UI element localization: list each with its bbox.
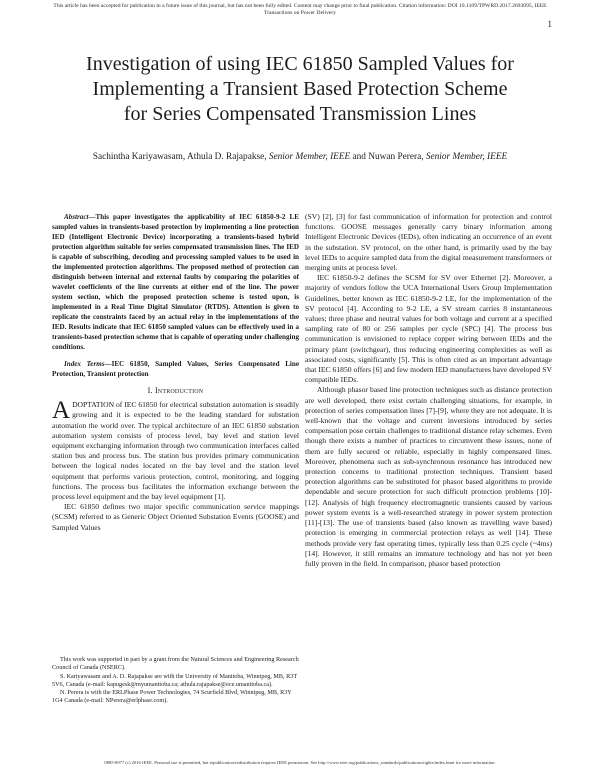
section-heading-text: Introduction (154, 386, 204, 395)
body-paragraph-1: (SV) [2], [3] for fast communication of information for protection and control functions. GOOSE messages generally carry binary information among Intelligent Electronic Devices (IEDs), often indicating an occurrence of an event in the substation. SV protocol, on the other hand, is primarily used by the bay level IEDs to acquire sampled data from the digital measurement transformers or merging units at process level. (305, 212, 552, 273)
author-list (80, 151, 520, 163)
index-terms-label: Index Terms (64, 360, 105, 368)
intro-paragraph-2: IEC 61850 defines two major specific communication service mappings (SCSM) referred to as Generic Object Oriented Substation Events (GOOSE) and Sampled Values (52, 502, 299, 532)
body-paragraph-2: IEC 61850-9-2 defines the SCSM for SV over Ethernet [2]. Moreover, a majority of vendors follow the UCA International Users Group Implementation Guidelines, better known as IEC 61850-9-2 LE, for the implementation of the SV protocol [4]. According to 9-2 LE, a SV stream carries 8 instantaneous values; three phase and neutral values for both voltage and current at a specified sampling rate of 80 or 256 samples per cycle (SPC) [4]. The process bus communication is envisioned to replace copper wiring between IEDs and the primary plant (switchgear), thus reducing engineering complexities as well as associated costs, significantly [5]. This is often cited as an important advantage that IEC 61850 offers [6] and few modern IED manufactures have developed SV compatible IEDs. (305, 273, 552, 385)
copyright-footer: 0885-8977 (c) 2016 IEEE. Personal use is permitted, but republication/redistribution requires IEEE permission. See http://www.ieee.org/publications_standards/publications/rights/index.html for more information. (104, 760, 496, 765)
author-names-1: Sachintha Kariyawasam, Athula D. Rajapakse, (92, 152, 267, 162)
index-terms (52, 359, 299, 379)
title-line3: for Series Compensated Transmission Lines (123, 103, 477, 125)
page-number: 1 (547, 19, 552, 29)
paper-title (30, 52, 570, 127)
footnote-affiliation-1: S. Kariyawasam and A. D. Rajapakse are with the University of Manitoba, Winnipeg, MB, R3T 5V6, Canada (e-mail: kapugesk@myumanitoba.ca; athula.rajapakse@ece.umanitoba.ca). (52, 672, 298, 688)
title-line2: Implementing a Transient Based Protection Scheme (92, 78, 508, 100)
author-names-2: and Nuwan Perera, (352, 152, 424, 162)
body-paragraph-3: Although phasor based line protection techniques such as distance protection are well developed, there exist certain challenging situations, for example, in protection of series compensation lines [7]-[9], where they are not adequate. It is well-known that the voltage and current inversions introduced by series compensation pose certain challenges to traditional distance relay schemes. Even though there exists a number of practices to circumvent these issues, none of them are fully secured or reliable, especially in highly compensated lines. Moreover, phenomena such as sub-synchronous resonance has introduced new protection concerns to traditional protection techniques. Transient based protection algorithms can be substituted for phasor based algorithms to provide dependable and secure protection for such difficult protection problems [10]-[12]. Analysis of high frequency electromagnetic transients caused by various power system events is a well-researched strategy in power system protection [11]-[13]. The use of transients based (also known as travelling wave based) protection is emerging in commercial protection relays as well [14]. These methods provide very fast operating times, typically less than 0.25 cycle (~4ms) [14]. However, it still remains an immature technology and has not yet been fully proven in the field. In comparison, phasor based protection (305, 385, 552, 568)
abstract-text: —This paper investigates the applicability of IEC 61850-9-2 LE sampled values in transients-based protection by implementing a line protection IED (Intelligent Electronic Device) incorporating a transients-based hybrid protection algorithm suitable for series compensated transmission lines. The IED is capable of subscribing, decoding and processing sampled values to be used in the implemented protection algorithms. The proposed method of protection can distinguish between internal and external faults by comparing the polarities of wavelet coefficients of the line currents at either end of the line. The power system section, which the proposed protection scheme is tested upon, is implemented in a Real Time Digital Simulator (RTDS). Attention is given to replicate the constraints faced by an actual relay in the implementations of the IED. Results indicate that IEC 61850 sampled values can be effectively used in a transients-based protection scheme that is capable of operating under challenging conditions. (52, 213, 299, 351)
intro-paragraph-1-text: DOPTATION of IEC 61850 for electrical substation automation is steadily growing and it is expected to be the leading standard for substation automation the world over. The typical architecture of an IEC 61850 substation automation system consists of process level, bay level and station level equipment exchanging information through two communication interfaces called station bus and process bus. The station bus provides primary communication between the logical nodes located on the bay level and the station level equipment that performs various protection, control, monitoring, and logging functions. The process bus facilitates the information exchange between the process level equipment and the bay level equipment [1]. (52, 400, 300, 502)
abstract (52, 212, 299, 352)
footnote-affiliation-2: N. Perera is with the ERLPhase Power Technologies, 74 Scurfield Blvd, Winnipeg, MB, R3Y 1G4 Canada (e-mail: NPerera@erlphase.com). (52, 689, 292, 705)
footnote-funding: This work was supported in part by a grant from the Natural Sciences and Engineering Research Council of Canada (NSERC). (52, 656, 299, 672)
journal-notice-line2: Transactions on Power Delivery (263, 10, 337, 17)
index-terms-text: —IEC 61850, Sampled Values, Series Compensated Line Protection, Transient protection (52, 360, 299, 378)
journal-notice-line1: This article has been accepted for publication in a future issue of this journal, but has not been fully edited. Content may change prior to final publication. Citation information: DOI 10.1109/TPWRD.2017.2693095, IEEE (53, 3, 547, 9)
abstract-label: Abstract (64, 213, 89, 221)
title-line1: Investigation of using IEC 61850 Sampled Values for (86, 53, 514, 75)
right-column (305, 212, 552, 569)
author-role-2: Senior Member, IEEE (425, 152, 508, 162)
left-column (52, 212, 299, 533)
footnote (52, 656, 299, 706)
drop-cap: A (52, 397, 71, 425)
intro-paragraph-1 (52, 397, 300, 502)
author-role-1: Senior Member, IEEE (268, 152, 351, 162)
section-numeral: I. (147, 386, 153, 395)
section-heading (52, 386, 299, 396)
journal-notice (40, 3, 560, 17)
